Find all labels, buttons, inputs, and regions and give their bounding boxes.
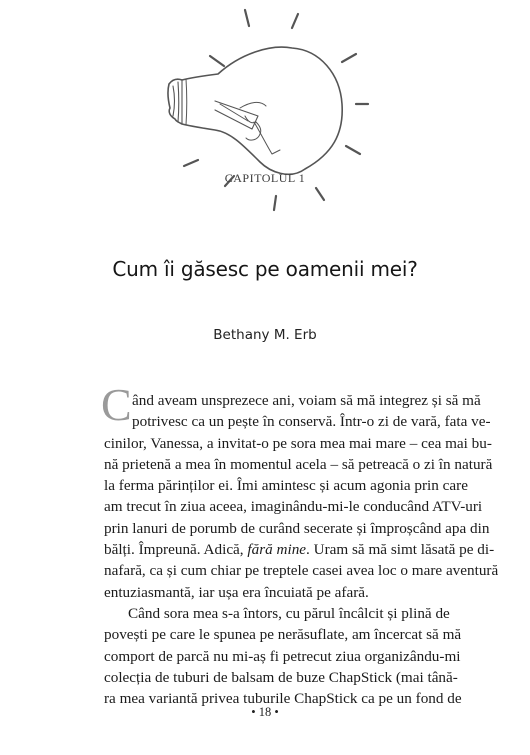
bulb-glass: [168, 47, 342, 174]
text-line: prin lanuri de porumb de curând secerate și împroșcând apa din: [104, 519, 490, 537]
text-line: am trecut în ziua aceea, imaginându-mi-le conducând ATV-uri: [104, 498, 483, 516]
text-line: Când sora mea s-a întors, cu părul încâlcit și plină de: [128, 604, 450, 622]
emphasis: fără mine: [247, 541, 307, 559]
author-name: Bethany M. Erb: [213, 327, 317, 343]
light-bulb-illustration: [120, 4, 410, 252]
text-line: comport de parcă nu mi-aș fi petrecut ziua organizându-mi: [104, 647, 461, 665]
text-segment: . Uram să mă simt lăsată pe di-: [306, 541, 495, 559]
text-line: la ferma părinților ei. Îmi amintesc și acum agonia prin care: [104, 477, 468, 495]
text-line: entuziasmantă, iar ușa era încuiată pe afară.: [104, 583, 369, 601]
chapter-title: Cum îi găsesc pe oamenii mei?: [112, 257, 418, 281]
text-line: ra mea variantă privea tuburile ChapStick ca pe un fond de: [104, 690, 462, 708]
text-line: povești pe care le spunea pe nerăsuflate, am încercat să mă: [104, 626, 462, 644]
text-line: cinilor, Vanessa, a invitat-o pe sora mea mai mare – cea mai bu-: [104, 434, 492, 452]
text-segment: bălți. Împreună. Adică,: [104, 541, 244, 559]
text-line: [104, 539, 495, 560]
drop-cap: C: [101, 379, 132, 430]
text-line: colecția de tuburi de balsam de buze ChapStick (mai tână-: [104, 668, 458, 686]
text-line: potrivesc ca un pește în conservă. Într-o zi de vară, fata ve-: [132, 413, 491, 431]
text-line: nafară, ca și cum chiar pe treptele casei avea loc o mare aventură: [104, 562, 499, 580]
text-line: nă prietenă a mea în momentul acela – să petreacă o zi în natură: [104, 455, 493, 473]
chapter-label: CAPITOLUL 1: [224, 171, 306, 185]
body-text: [101, 379, 499, 709]
page-number: • 18 •: [251, 705, 279, 719]
text-line: ând aveam unsprezece ani, voiam să mă integrez și să mă: [132, 392, 481, 409]
